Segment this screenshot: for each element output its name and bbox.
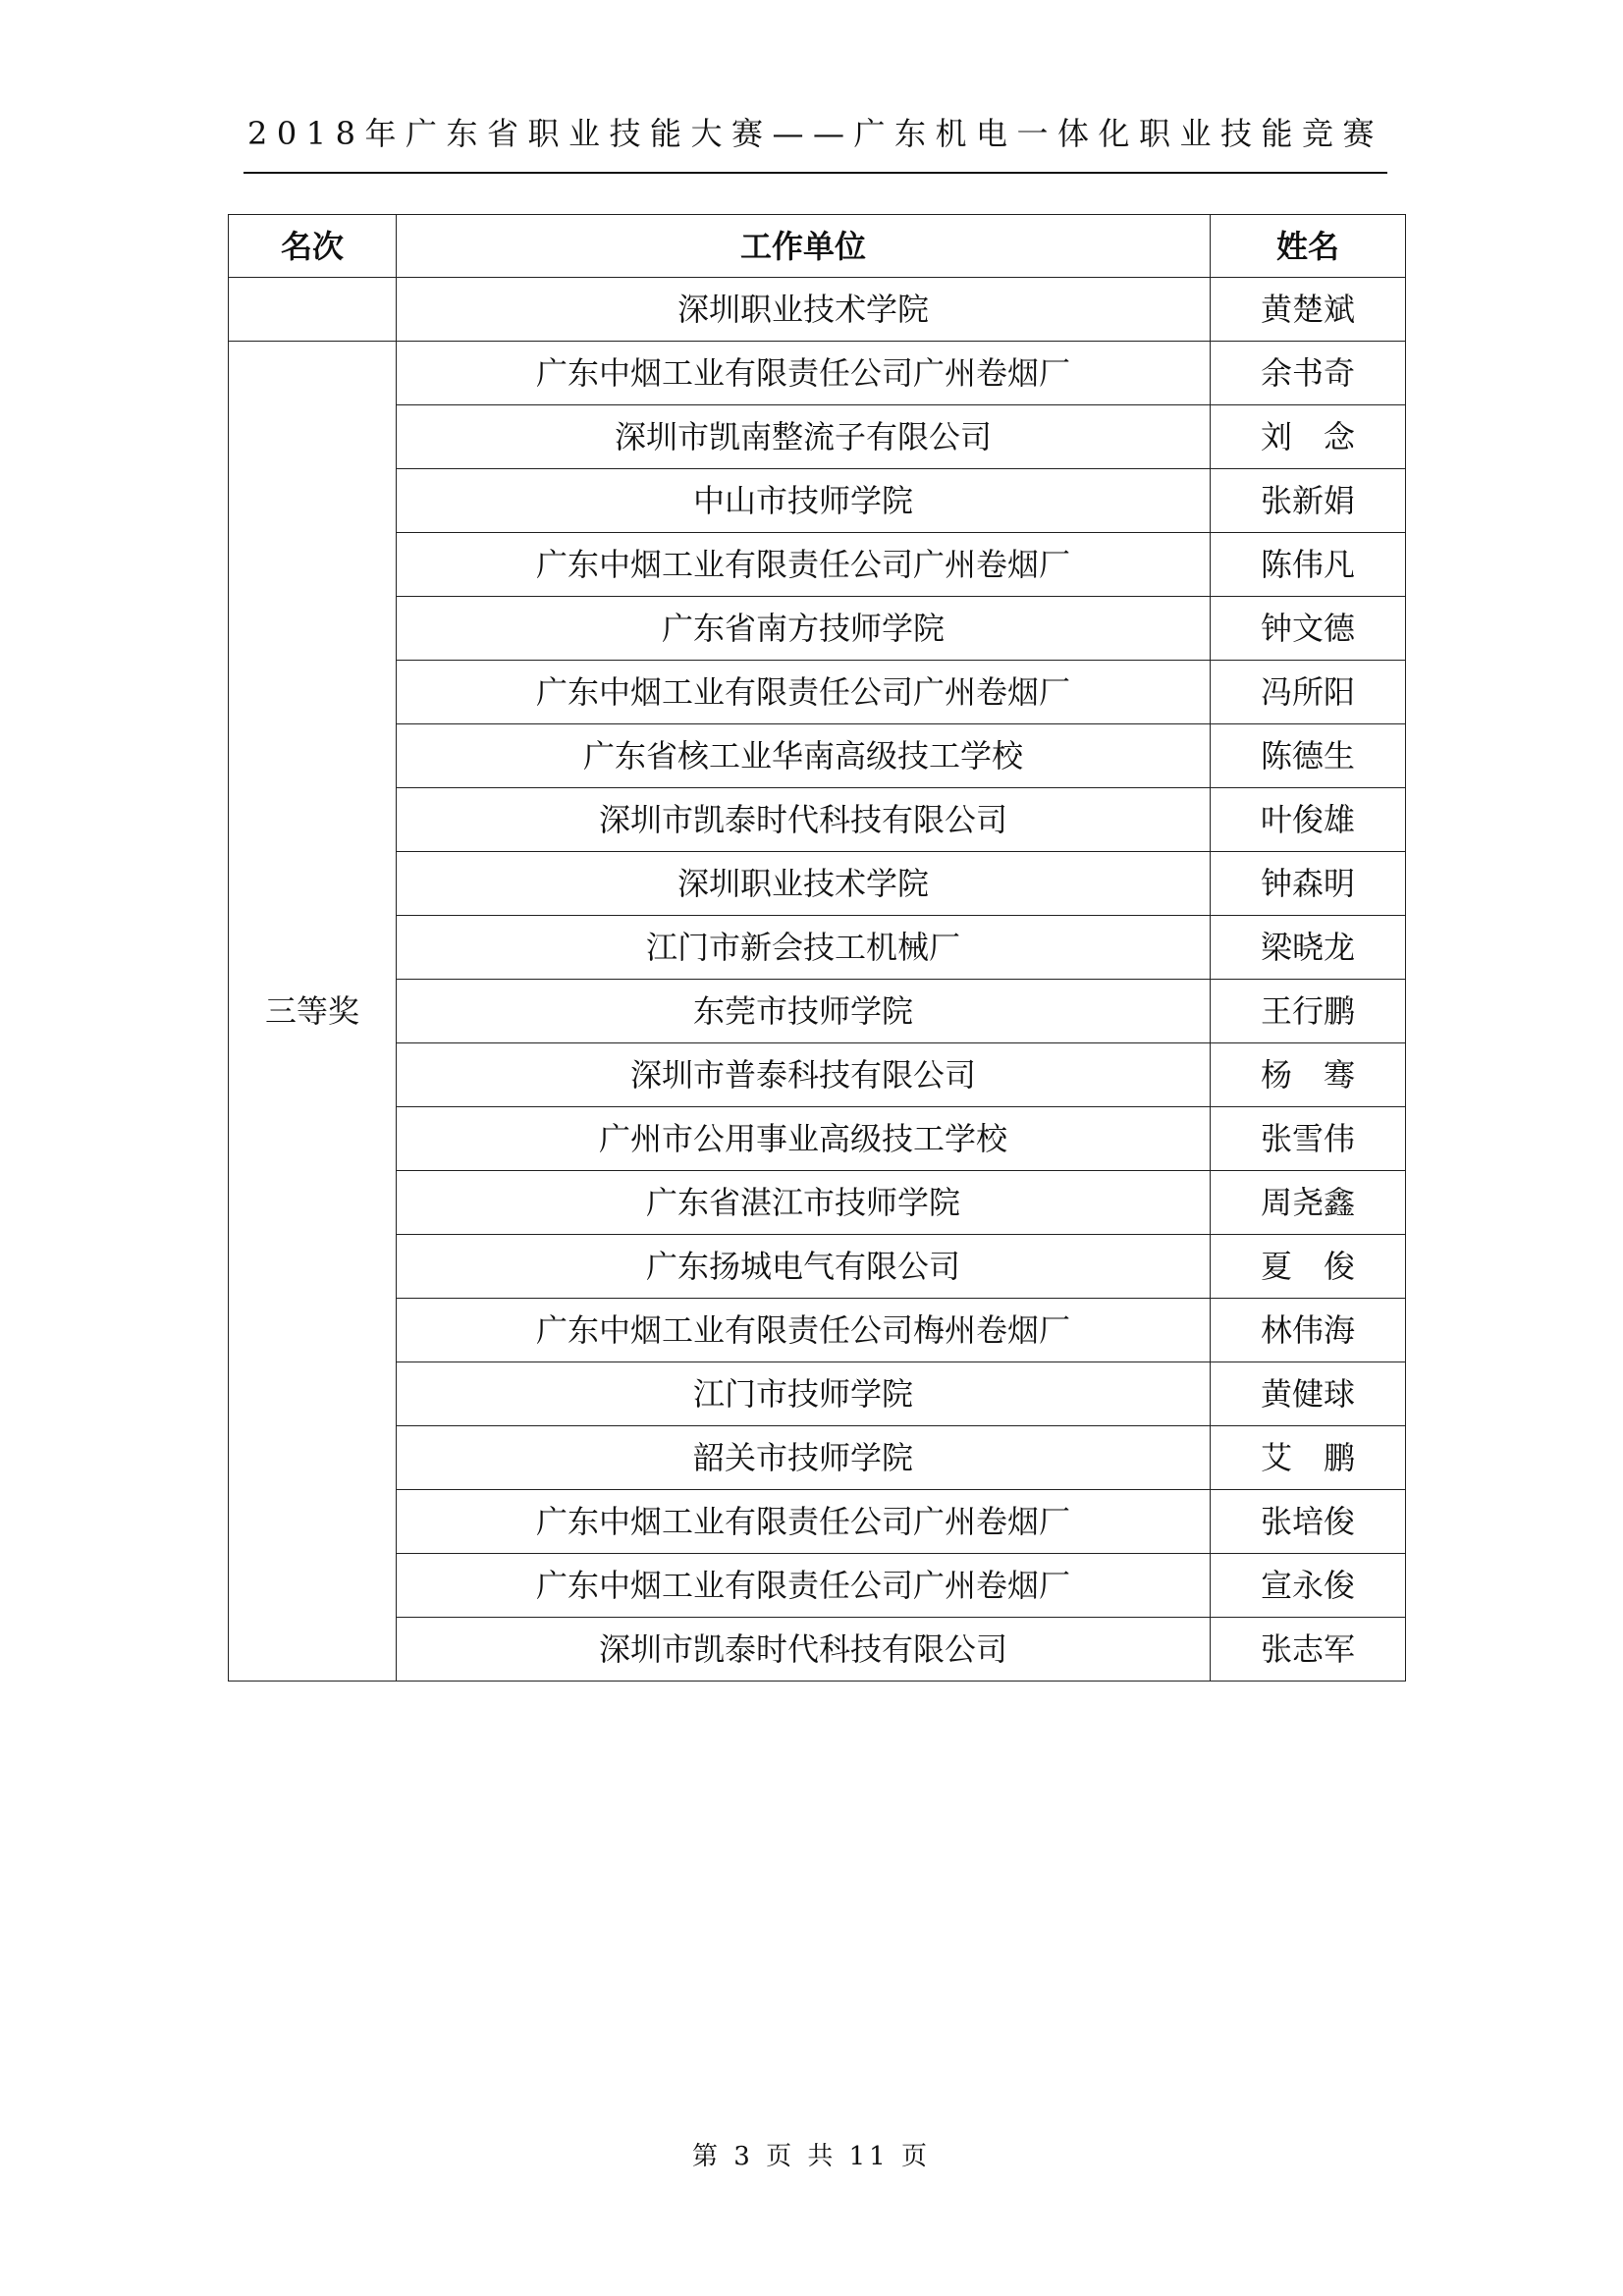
table-row <box>229 1490 1406 1554</box>
table-row <box>229 852 1406 916</box>
name-cell: 夏 俊 <box>1211 1235 1406 1299</box>
column-header-rank: 名次 <box>229 215 397 278</box>
table-header-row <box>229 215 1406 278</box>
table-row <box>229 724 1406 788</box>
name-cell: 叶俊雄 <box>1211 788 1406 852</box>
table-row <box>229 1362 1406 1426</box>
org-cell: 广州市公用事业高级技工学校 <box>397 1107 1211 1171</box>
table-row <box>229 1171 1406 1235</box>
table-row <box>229 533 1406 597</box>
header-divider <box>243 172 1387 174</box>
org-cell: 江门市技师学院 <box>397 1362 1211 1426</box>
name-cell: 林伟海 <box>1211 1299 1406 1362</box>
name-cell: 王行鹏 <box>1211 980 1406 1043</box>
page-header-title: 2018年广东省职业技能大赛——广东机电一体化职业技能竞赛 <box>247 115 1383 152</box>
name-cell: 陈伟凡 <box>1211 533 1406 597</box>
org-cell: 深圳市凯泰时代科技有限公司 <box>397 1618 1211 1682</box>
awards-table <box>228 214 1406 1682</box>
table-row <box>229 1299 1406 1362</box>
org-cell: 广东省核工业华南高级技工学校 <box>397 724 1211 788</box>
name-cell: 周尧鑫 <box>1211 1171 1406 1235</box>
table-row <box>229 1426 1406 1490</box>
org-cell: 韶关市技师学院 <box>397 1426 1211 1490</box>
name-cell: 余书奇 <box>1211 342 1406 405</box>
table-row <box>229 980 1406 1043</box>
table-row <box>229 597 1406 661</box>
table-row <box>229 278 1406 342</box>
table-row <box>229 405 1406 469</box>
org-cell: 广东中烟工业有限责任公司梅州卷烟厂 <box>397 1299 1211 1362</box>
org-cell: 深圳职业技术学院 <box>397 278 1211 342</box>
org-cell: 广东中烟工业有限责任公司广州卷烟厂 <box>397 342 1211 405</box>
org-cell: 东莞市技师学院 <box>397 980 1211 1043</box>
table-row <box>229 1107 1406 1171</box>
table-row <box>229 1235 1406 1299</box>
table-row <box>229 342 1406 405</box>
org-cell: 广东省南方技师学院 <box>397 597 1211 661</box>
rank-cell-third-prize: 三等奖 <box>229 342 397 1682</box>
table-row <box>229 1043 1406 1107</box>
name-cell: 杨 骞 <box>1211 1043 1406 1107</box>
org-cell: 深圳职业技术学院 <box>397 852 1211 916</box>
name-cell: 艾 鹏 <box>1211 1426 1406 1490</box>
org-cell: 广东中烟工业有限责任公司广州卷烟厂 <box>397 661 1211 724</box>
table-row <box>229 469 1406 533</box>
name-cell: 陈德生 <box>1211 724 1406 788</box>
rank-cell <box>229 278 397 342</box>
name-cell: 钟森明 <box>1211 852 1406 916</box>
name-cell: 张培俊 <box>1211 1490 1406 1554</box>
table-row <box>229 1554 1406 1618</box>
page-number: 第 3 页 共 11 页 <box>692 2142 931 2171</box>
name-cell: 梁晓龙 <box>1211 916 1406 980</box>
table-row <box>229 661 1406 724</box>
org-cell: 广东中烟工业有限责任公司广州卷烟厂 <box>397 533 1211 597</box>
org-cell: 中山市技师学院 <box>397 469 1211 533</box>
org-cell: 广东省湛江市技师学院 <box>397 1171 1211 1235</box>
name-cell: 张志军 <box>1211 1618 1406 1682</box>
column-header-org: 工作单位 <box>397 215 1211 278</box>
name-cell: 黄健球 <box>1211 1362 1406 1426</box>
name-cell: 黄楚斌 <box>1211 278 1406 342</box>
org-cell: 深圳市普泰科技有限公司 <box>397 1043 1211 1107</box>
table-row <box>229 788 1406 852</box>
name-cell: 钟文德 <box>1211 597 1406 661</box>
org-cell: 广东扬城电气有限公司 <box>397 1235 1211 1299</box>
name-cell: 张新娟 <box>1211 469 1406 533</box>
name-cell: 张雪伟 <box>1211 1107 1406 1171</box>
name-cell: 冯所阳 <box>1211 661 1406 724</box>
name-cell: 宣永俊 <box>1211 1554 1406 1618</box>
org-cell: 深圳市凯泰时代科技有限公司 <box>397 788 1211 852</box>
table-row <box>229 916 1406 980</box>
name-cell: 刘 念 <box>1211 405 1406 469</box>
table-body <box>229 278 1406 1682</box>
org-cell: 深圳市凯南整流子有限公司 <box>397 405 1211 469</box>
org-cell: 江门市新会技工机械厂 <box>397 916 1211 980</box>
table-row <box>229 1618 1406 1682</box>
org-cell: 广东中烟工业有限责任公司广州卷烟厂 <box>397 1554 1211 1618</box>
org-cell: 广东中烟工业有限责任公司广州卷烟厂 <box>397 1490 1211 1554</box>
column-header-name: 姓名 <box>1211 215 1406 278</box>
